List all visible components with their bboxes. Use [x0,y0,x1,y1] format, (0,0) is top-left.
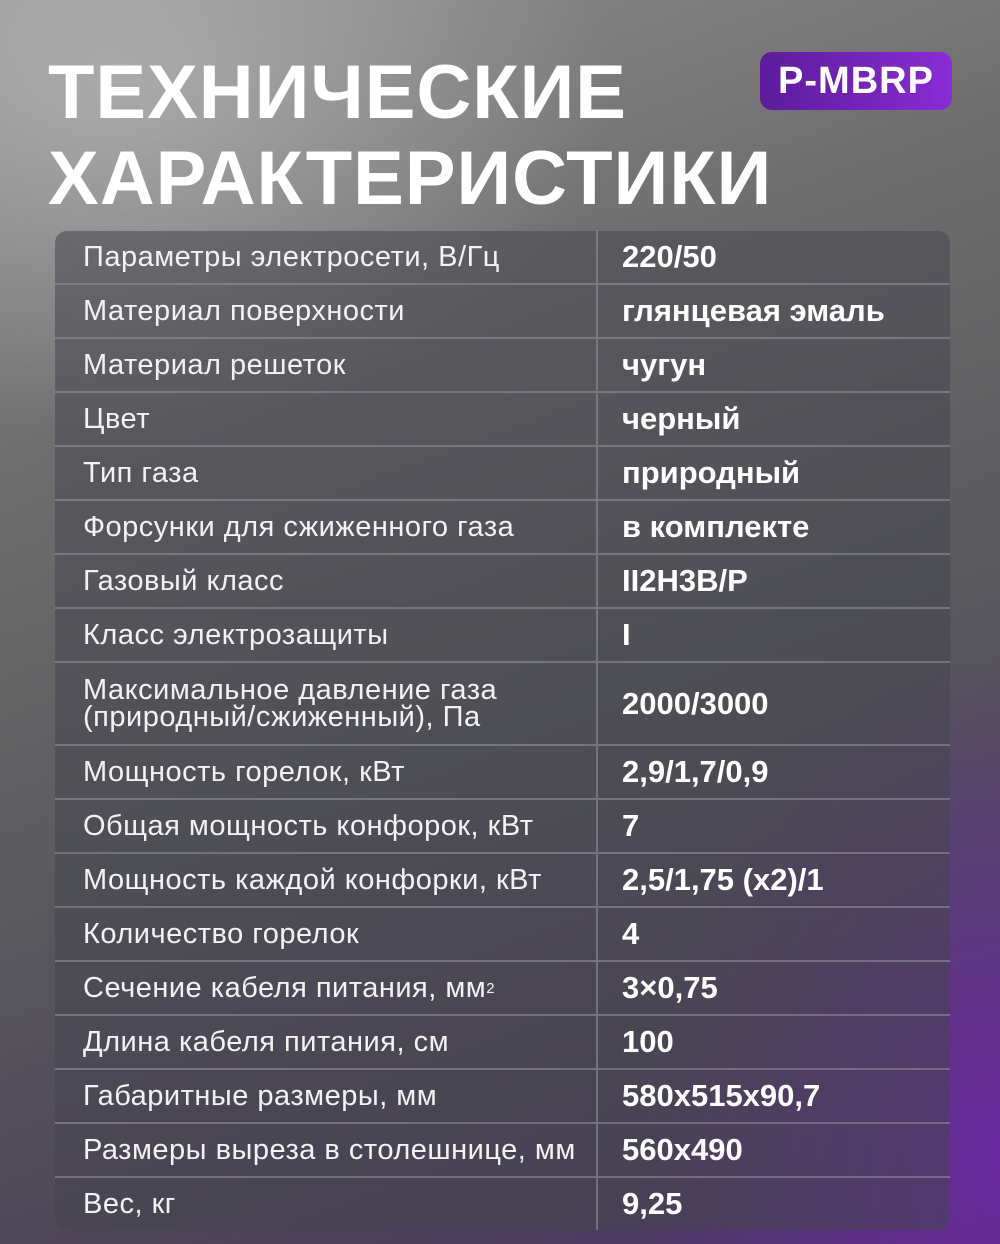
spec-row [55,962,950,1016]
spec-label: Тип газа [55,447,598,499]
spec-row [55,393,950,447]
spec-label: Параметры электросети, В/Гц [55,231,598,283]
spec-row [55,609,950,663]
spec-value: 100 [622,1024,674,1059]
spec-row [55,908,950,962]
spec-value: 9,25 [622,1186,683,1221]
spec-label: Количество горелок [55,908,598,960]
page-title [48,50,772,222]
spec-label: Длина кабеля питания, см [55,1016,598,1068]
spec-value: 2,9/1,7/0,9 [622,754,769,789]
spec-row [55,285,950,339]
spec-label: Материал решеток [55,339,598,391]
spec-row [55,555,950,609]
spec-value: черный [622,401,741,436]
spec-row [55,339,950,393]
spec-label: Газовый класс [55,555,598,607]
spec-label: Вес, кг [55,1178,598,1230]
spec-row [55,1070,950,1124]
spec-label-text: Сечение кабеля питания, мм [83,971,487,1004]
spec-label: Габаритные размеры, мм [55,1070,598,1122]
spec-row [55,501,950,555]
model-badge: P-MBRP [760,52,952,110]
page-title-line1: ТЕХНИЧЕСКИЕ [48,50,627,135]
spec-value: 220/50 [622,239,717,274]
spec-row [55,447,950,501]
spec-label: Мощность горелок, кВт [55,746,598,798]
spec-value: I [622,617,631,652]
spec-value: 2000/3000 [622,685,769,721]
spec-value: 7 [622,808,640,843]
spec-row [55,800,950,854]
spec-label [55,663,598,744]
spec-label: Форсунки для сжиженного газа [55,501,598,553]
page-title-line2: ХАРАКТЕРИСТИКИ [48,136,773,221]
spec-row [55,1178,950,1230]
spec-row [55,1124,950,1178]
spec-value: 2,5/1,75 (x2)/1 [622,862,824,897]
spec-label: Материал поверхности [55,285,598,337]
spec-value: чугун [622,347,707,382]
specs-table [55,231,950,1230]
spec-label [55,962,598,1014]
spec-value: глянцевая эмаль [622,293,885,328]
spec-label: Класс электрозащиты [55,609,598,661]
spec-row [55,231,950,285]
spec-label: Размеры выреза в столешнице, мм [55,1124,598,1176]
spec-row [55,1016,950,1070]
spec-label: Мощность каждой конфорки, кВт [55,854,598,906]
spec-label-line1: Максимальное давление газа [83,673,498,706]
spec-value: 560x490 [622,1132,743,1167]
spec-value: в комплекте [622,509,810,544]
spec-label: Общая мощность конфорок, кВт [55,800,598,852]
spec-label-line2: (природный/сжиженный), Па [83,700,481,733]
spec-value: 3×0,75 [622,970,718,1005]
spec-value: II2H3B/P [622,563,748,598]
spec-value: природный [622,455,801,490]
spec-row [55,746,950,800]
spec-value: 4 [622,916,640,951]
spec-row [55,663,950,746]
spec-value: 580x515x90,7 [622,1078,821,1113]
spec-row [55,854,950,908]
spec-label: Цвет [55,393,598,445]
spec-label-superscript: 2 [486,979,496,997]
